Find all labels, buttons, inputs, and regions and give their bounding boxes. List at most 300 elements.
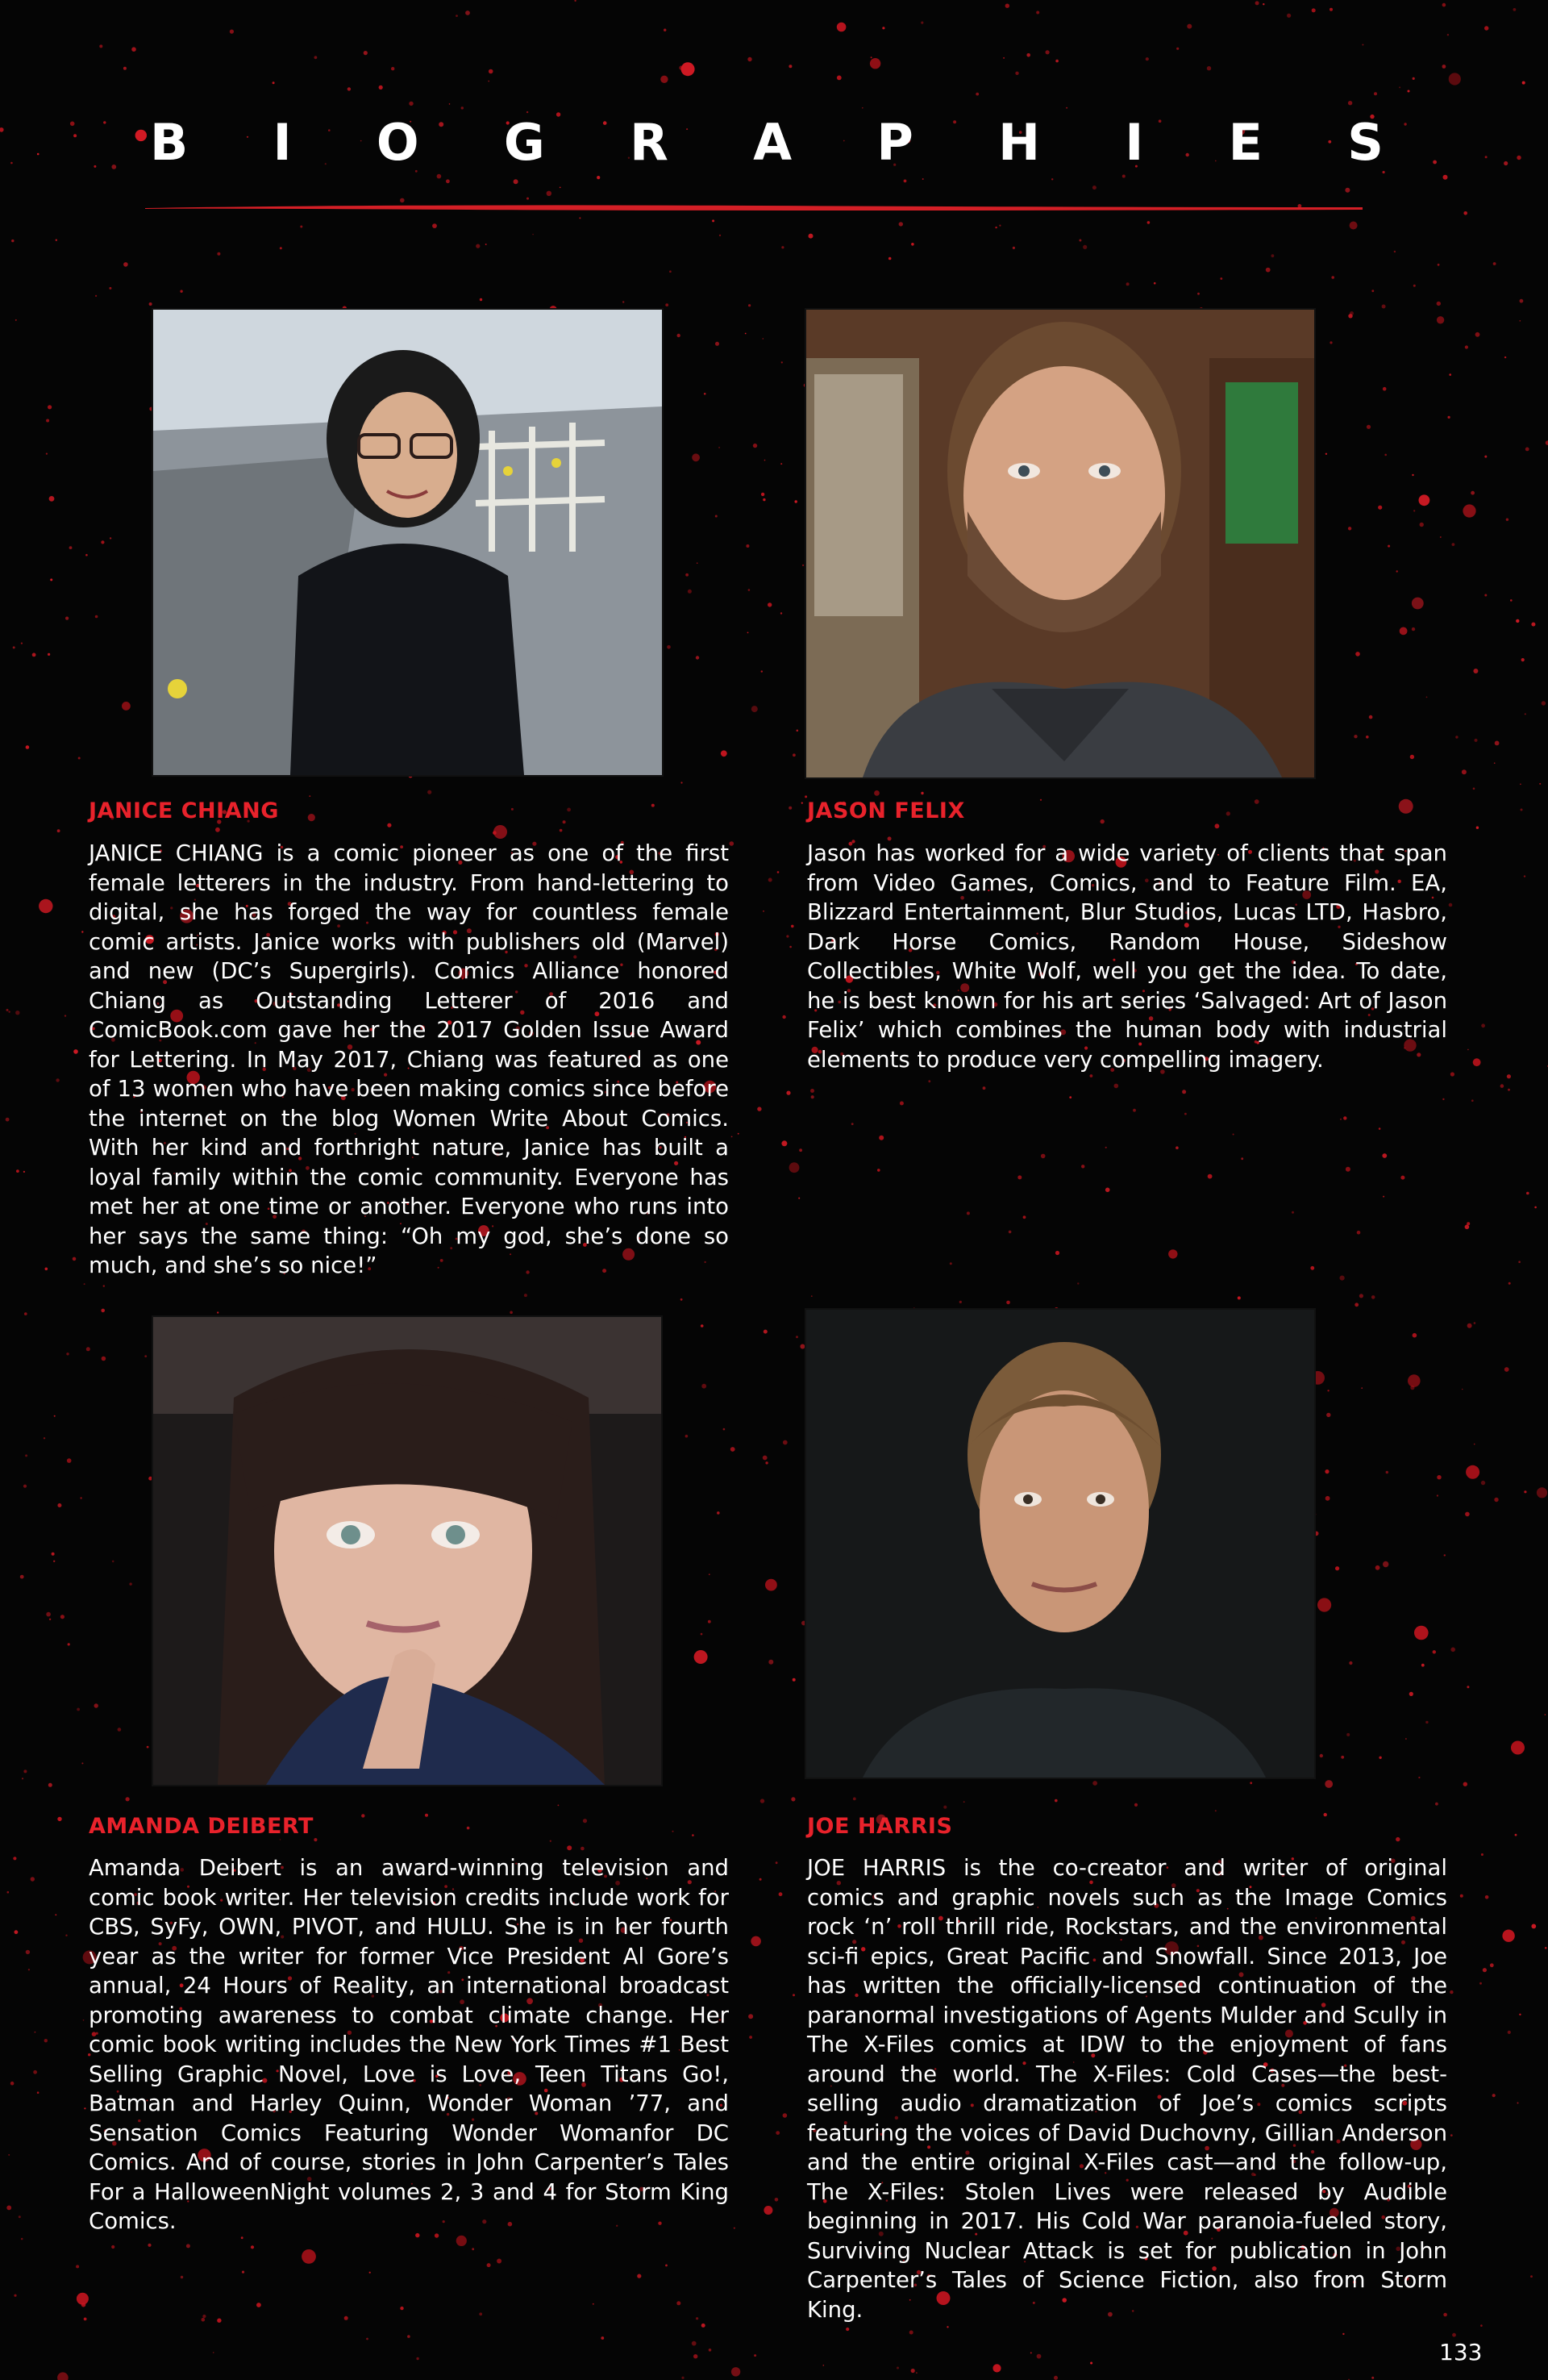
splatter-drop: [526, 198, 529, 200]
splatter-drop: [1426, 697, 1428, 698]
splatter-drop: [665, 2265, 668, 2267]
splatter-drop: [810, 1089, 814, 1093]
splatter-drop: [721, 750, 727, 757]
splatter-drop: [1055, 1251, 1059, 1255]
splatter-drop: [1435, 1803, 1438, 1806]
splatter-drop: [1023, 1215, 1026, 1219]
splatter-drop: [1421, 1664, 1425, 1667]
bio-text-jason-felix: Jason has worked for a wide variety of clients that span from Video Games, Comics, and to Feature Film. EA, Blizzard Entertainment, Blur Studios, Lucas LTD, Hasbro, Dark Horse Comics, Random House, Sideshow Collectibles, White Wolf, well you get the idea. To date, he is best known for his art series ‘Salvaged: Art of Jason Felix’ which combines the human body with industrial elements to produce very compelling imagery.: [807, 840, 1447, 1073]
title-letter: E: [1228, 113, 1263, 172]
splatter-drop: [1408, 1374, 1421, 1387]
splatter-drop: [1473, 788, 1475, 790]
splatter-drop: [13, 646, 15, 648]
splatter-drop: [273, 81, 275, 84]
splatter-drop: [871, 56, 872, 58]
splatter-drop: [1475, 739, 1478, 742]
splatter-drop: [1449, 373, 1451, 376]
splatter-drop: [21, 643, 23, 644]
splatter-drop: [763, 498, 765, 501]
splatter-drop: [1518, 1261, 1521, 1263]
splatter-drop: [801, 1621, 806, 1626]
splatter-drop: [46, 1612, 51, 1617]
splatter-drop: [749, 2036, 752, 2039]
splatter-drop: [786, 1091, 790, 1095]
splatter-drop: [723, 1428, 726, 1431]
splatter-drop: [26, 745, 30, 749]
splatter-drop: [1467, 1323, 1472, 1328]
splatter-drop: [1006, 1301, 1010, 1305]
splatter-drop: [147, 1746, 149, 1749]
splatter-drop: [1325, 453, 1327, 455]
splatter-drop: [67, 1458, 72, 1463]
splatter-drop: [567, 1845, 572, 1850]
splatter-drop: [1326, 1413, 1330, 1417]
splatter-drop: [56, 1078, 59, 1082]
splatter-drop: [23, 1171, 25, 1173]
splatter-drop: [1105, 1188, 1110, 1193]
splatter-drop: [1474, 1444, 1475, 1445]
splatter-drop: [811, 1095, 814, 1098]
splatter-drop: [1359, 1294, 1363, 1298]
splatter-drop: [1490, 1963, 1494, 1967]
splatter-drop: [103, 1285, 105, 1286]
splatter-drop: [1442, 3, 1446, 7]
splatter-drop: [1413, 77, 1415, 80]
splatter-drop: [1475, 332, 1480, 337]
splatter-drop: [976, 93, 979, 96]
splatter-drop: [1471, 1099, 1474, 1102]
splatter-drop: [20, 1575, 24, 1579]
splatter-drop: [1396, 1837, 1400, 1841]
splatter-drop: [65, 1935, 67, 1936]
splatter-drop: [601, 2336, 604, 2340]
splatter-drop: [56, 240, 57, 241]
splatter-drop: [7, 1891, 10, 1894]
splatter-drop: [135, 130, 147, 141]
splatter-drop: [693, 2354, 697, 2358]
splatter-drop: [712, 219, 714, 222]
splatter-drop: [1400, 1176, 1404, 1180]
splatter-drop: [688, 590, 692, 594]
splatter-drop: [1508, 1282, 1511, 1285]
title-letter: P: [876, 113, 913, 172]
splatter-drop: [874, 790, 880, 796]
bio-name-amanda-deibert: AMANDA DEIBERT: [89, 1814, 314, 1839]
splatter-drop: [1442, 1098, 1444, 1100]
splatter-drop: [1369, 715, 1373, 719]
splatter-drop: [101, 1309, 105, 1313]
splatter-drop: [1375, 1565, 1380, 1570]
splatter-drop: [1134, 1803, 1138, 1807]
splatter-drop: [1492, 2094, 1496, 2097]
splatter-drop: [1292, 1211, 1294, 1214]
splatter-drop: [797, 730, 799, 732]
splatter-drop: [1481, 1023, 1485, 1027]
splatter-drop: [904, 180, 907, 183]
bio-name-joe-harris: JOE HARRIS: [807, 1814, 953, 1839]
splatter-drop: [467, 1827, 470, 1830]
splatter-drop: [748, 2014, 753, 2019]
splatter-drop: [754, 2354, 756, 2357]
splatter-drop: [126, 1797, 130, 1801]
splatter-drop: [789, 807, 792, 810]
splatter-drop: [1545, 1714, 1546, 1715]
splatter-drop: [44, 1437, 45, 1439]
splatter-drop: [1502, 1930, 1514, 1942]
splatter-drop: [1346, 1167, 1350, 1172]
splatter-drop: [70, 122, 75, 127]
splatter-drop: [718, 447, 720, 448]
splatter-drop: [1396, 570, 1398, 572]
splatter-drop: [782, 1015, 785, 1019]
splatter-drop: [1083, 245, 1087, 249]
splatter-drop: [1437, 1494, 1438, 1496]
splatter-drop: [54, 1415, 56, 1417]
splatter-drop: [1126, 282, 1130, 286]
splatter-drop: [1465, 1512, 1470, 1517]
splatter-drop: [1324, 1813, 1327, 1816]
splatter-drop: [55, 1914, 56, 1915]
splatter-drop: [1517, 156, 1521, 160]
splatter-drop: [73, 1257, 77, 1261]
splatter-drop: [1463, 1782, 1467, 1786]
splatter-drop: [1437, 1475, 1441, 1479]
splatter-drop: [409, 102, 413, 106]
splatter-drop: [676, 2301, 680, 2305]
splatter-drop: [1361, 1387, 1363, 1389]
splatter-drop: [579, 217, 580, 219]
splatter-drop: [547, 191, 551, 196]
splatter-drop: [1354, 1303, 1359, 1307]
splatter-drop: [1182, 1090, 1186, 1094]
splatter-drop: [921, 792, 923, 794]
splatter-drop: [1349, 1661, 1352, 1665]
splatter-drop: [101, 540, 104, 544]
splatter-drop: [1504, 1367, 1509, 1372]
splatter-drop: [84, 2107, 85, 2109]
splatter-drop: [862, 107, 863, 109]
splatter-drop: [717, 1511, 720, 1515]
splatter-drop: [280, 247, 282, 249]
splatter-drop: [1348, 101, 1352, 105]
splatter-drop: [48, 1783, 52, 1787]
splatter-drop: [57, 1817, 61, 1821]
splatter-drop: [709, 2349, 712, 2352]
splatter-drop: [1233, 1134, 1234, 1136]
splatter-drop: [1409, 1692, 1413, 1696]
splatter-drop: [1335, 1566, 1339, 1570]
splatter-drop: [1484, 594, 1487, 597]
splatter-drop: [69, 546, 73, 549]
splatter-drop: [1433, 160, 1437, 165]
splatter-drop: [921, 22, 923, 24]
splatter-drop: [13, 1857, 16, 1860]
splatter-drop: [1154, 282, 1156, 285]
splatter-drop: [1090, 2362, 1092, 2365]
splatter-drop: [50, 578, 52, 581]
splatter-drop: [775, 2198, 779, 2202]
splatter-drop: [1366, 736, 1369, 739]
title-underline: [145, 203, 1363, 211]
splatter-drop: [1433, 1650, 1436, 1653]
splatter-drop: [776, 2131, 780, 2135]
splatter-drop: [213, 2352, 214, 2353]
splatter-drop: [68, 1643, 70, 1645]
splatter-drop: [1419, 494, 1430, 506]
splatter-drop: [1055, 1799, 1058, 1803]
splatter-drop: [1315, 1514, 1317, 1515]
splatter-drop: [811, 1295, 813, 1297]
splatter-drop: [148, 2244, 151, 2247]
splatter-drop: [963, 1801, 965, 1803]
splatter-drop: [48, 405, 52, 409]
splatter-drop: [180, 290, 182, 293]
splatter-drop: [789, 65, 792, 68]
splatter-drop: [11, 240, 14, 242]
splatter-drop: [1440, 536, 1442, 538]
splatter-drop: [85, 554, 88, 556]
splatter-drop: [745, 333, 747, 335]
splatter-drop: [1146, 57, 1149, 60]
splatter-drop: [347, 87, 351, 90]
splatter-drop: [1449, 73, 1461, 85]
splatter-drop: [1534, 1207, 1537, 1209]
splatter-drop: [95, 615, 98, 619]
splatter-drop: [1412, 598, 1424, 610]
splatter-drop: [751, 1936, 761, 1947]
splatter-drop: [1343, 1116, 1346, 1119]
splatter-drop: [308, 814, 315, 821]
splatter-drop: [701, 1384, 706, 1389]
title-letter: O: [376, 113, 419, 172]
splatter-drop: [109, 287, 111, 290]
splatter-drop: [344, 2316, 348, 2320]
splatter-drop: [789, 1162, 800, 1173]
splatter-drop: [696, 656, 699, 659]
splatter-drop: [1055, 60, 1059, 63]
splatter-drop: [1495, 741, 1500, 746]
jason-felix-photo: [806, 310, 1314, 777]
splatter-drop: [799, 1148, 802, 1152]
splatter-drop: [747, 632, 749, 634]
splatter-drop: [1176, 48, 1179, 50]
splatter-drop: [1462, 1389, 1463, 1390]
splatter-drop: [15, 1930, 19, 1934]
splatter-drop: [33, 2070, 37, 2074]
amanda-deibert-photo: [153, 1317, 661, 1785]
splatter-drop: [764, 1330, 768, 1334]
splatter-drop: [81, 1762, 83, 1764]
splatter-drop: [65, 617, 69, 620]
splatter-drop: [1399, 86, 1400, 88]
splatter-drop: [400, 2307, 403, 2310]
splatter-drop: [1420, 523, 1424, 527]
splatter-drop: [793, 1994, 795, 1996]
splatter-drop: [497, 2259, 501, 2264]
splatter-drop: [465, 10, 470, 15]
splatter-drop: [685, 573, 689, 577]
splatter-drop: [783, 1440, 788, 1445]
splatter-drop: [708, 1620, 711, 1623]
splatter-drop: [1460, 1894, 1463, 1898]
splatter-drop: [637, 2274, 641, 2278]
splatter-drop: [731, 2367, 740, 2376]
splatter-drop: [882, 27, 884, 29]
splatter-drop: [1413, 510, 1415, 511]
splatter-drop: [801, 802, 803, 804]
splatter-drop: [1357, 1231, 1361, 1235]
splatter-drop: [1511, 1741, 1525, 1755]
splatter-drop: [24, 1312, 27, 1315]
splatter-drop: [1122, 175, 1126, 178]
splatter-drop: [1537, 1487, 1547, 1498]
splatter-drop: [802, 565, 804, 566]
splatter-drop: [1479, 1982, 1482, 1985]
splatter-drop: [672, 1831, 674, 1832]
splatter-drop: [84, 2318, 87, 2321]
bio-name-janice-chiang: JANICE CHIANG: [89, 798, 279, 823]
splatter-drop: [1041, 1154, 1046, 1159]
splatter-drop: [1105, 1147, 1107, 1148]
splatter-drop: [1238, 1296, 1241, 1299]
splatter-drop: [416, 2357, 418, 2360]
splatter-drop: [730, 841, 734, 846]
splatter-drop: [680, 782, 682, 783]
splatter-drop: [1077, 1282, 1079, 1284]
splatter-drop: [916, 2372, 918, 2374]
splatter-drop: [49, 496, 55, 502]
splatter-drop: [1371, 290, 1374, 292]
splatter-drop: [511, 808, 514, 811]
splatter-drop: [78, 757, 81, 760]
splatter-drop: [1418, 1777, 1420, 1778]
splatter-drop: [1442, 65, 1446, 69]
splatter-drop: [753, 444, 757, 448]
splatter-drop: [1220, 277, 1222, 280]
splatter-drop: [32, 653, 36, 657]
splatter-drop: [1069, 1096, 1072, 1098]
splatter-drop: [697, 562, 698, 564]
splatter-drop: [1508, 1089, 1510, 1091]
splatter-drop: [524, 1294, 527, 1297]
splatter-drop: [1330, 341, 1332, 344]
splatter-drop: [983, 1086, 986, 1090]
splatter-drop: [692, 453, 700, 461]
splatter-drop: [685, 1435, 689, 1438]
splatter-drop: [461, 106, 464, 109]
splatter-drop: [1379, 1127, 1381, 1130]
splatter-drop: [1449, 903, 1453, 907]
splatter-drop: [1474, 1322, 1476, 1324]
splatter-drop: [1250, 1782, 1252, 1784]
splatter-drop: [1133, 1109, 1136, 1112]
splatter-drop: [15, 1011, 19, 1015]
splatter-drop: [911, 243, 914, 246]
splatter-drop: [39, 899, 52, 913]
splatter-drop: [1371, 1295, 1375, 1299]
title-letter: G: [503, 113, 545, 172]
splatter-drop: [81, 931, 83, 932]
splatter-drop: [487, 2263, 491, 2267]
splatter-drop: [456, 15, 458, 17]
splatter-drop: [809, 234, 814, 239]
splatter-drop: [786, 935, 789, 937]
splatter-drop: [1526, 1192, 1529, 1195]
splatter-drop: [111, 2245, 114, 2249]
splatter-drop: [242, 2271, 244, 2274]
splatter-drop: [776, 1861, 778, 1864]
splatter-drop: [6, 2206, 11, 2211]
splatter-drop: [73, 1049, 78, 1054]
splatter-drop: [1412, 474, 1413, 476]
splatter-drop: [1519, 2014, 1521, 2015]
splatter-drop: [314, 56, 318, 59]
splatter-drop: [73, 134, 77, 137]
splatter-drop: [781, 1140, 787, 1146]
splatter-drop: [759, 1878, 762, 1881]
splatter-drop: [550, 1840, 551, 1842]
splatter-drop: [1371, 2377, 1374, 2379]
splatter-drop: [251, 2245, 254, 2249]
title-letter: I: [273, 113, 292, 172]
splatter-drop: [19, 2215, 21, 2218]
splatter-drop: [560, 187, 561, 189]
splatter-drop: [1079, 240, 1081, 242]
splatter-drop: [911, 2369, 915, 2373]
splatter-drop: [1408, 90, 1410, 93]
splatter-drop: [1040, 799, 1042, 801]
splatter-drop: [514, 179, 518, 184]
splatter-drop: [1493, 262, 1496, 265]
splatter-drop: [1531, 1924, 1536, 1929]
splatter-drop: [28, 1969, 30, 1970]
splatter-drop: [10, 162, 13, 165]
splatter-drop: [1066, 107, 1067, 109]
splatter-drop: [217, 1311, 218, 1313]
splatter-drop: [1314, 1532, 1319, 1536]
splatter-drop: [1524, 875, 1525, 877]
splatter-drop: [851, 1123, 854, 1125]
splatter-drop: [1500, 1084, 1504, 1088]
splatter-drop: [870, 58, 880, 69]
splatter-drop: [1450, 1648, 1455, 1653]
splatter-drop: [709, 1573, 710, 1575]
splatter-drop: [1241, 1157, 1243, 1160]
splatter-drop: [1354, 735, 1357, 738]
splatter-drop: [764, 460, 766, 461]
splatter-drop: [768, 1660, 773, 1665]
splatter-drop: [1092, 185, 1096, 190]
title-letter: S: [1347, 113, 1384, 172]
splatter-drop: [80, 1497, 81, 1498]
splatter-drop: [765, 1461, 768, 1464]
splatter-drop: [1330, 8, 1333, 11]
splatter-drop: [765, 1579, 777, 1591]
splatter-drop: [241, 2236, 243, 2239]
splatter-drop: [46, 419, 49, 423]
splatter-drop: [1054, 2376, 1058, 2380]
splatter-drop: [489, 69, 493, 74]
splatter-drop: [86, 1347, 90, 1351]
splatter-drop: [1542, 701, 1546, 705]
splatter-drop: [719, 235, 721, 236]
splatter-drop: [217, 2319, 221, 2323]
splatter-drop: [314, 1838, 317, 1841]
title-letter: B: [150, 113, 189, 172]
splatter-drop: [23, 1769, 27, 1773]
splatter-drop: [1504, 161, 1508, 165]
splatter-drop: [1437, 316, 1444, 323]
